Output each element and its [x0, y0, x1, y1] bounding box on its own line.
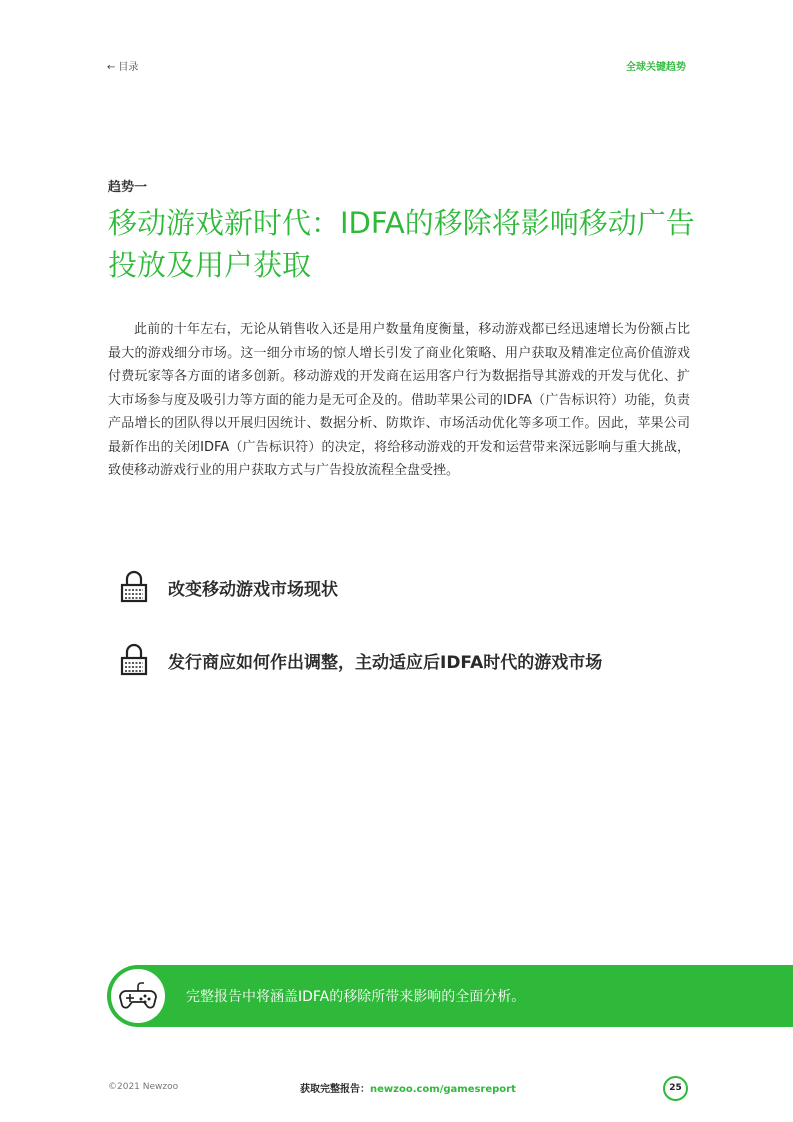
- bullet-label: 改变移动游戏市场现状: [168, 579, 338, 600]
- back-label: 目录: [118, 62, 139, 73]
- gamepad-icon: [111, 969, 165, 1023]
- bullet-label: 发行商应如何作出调整，主动适应后IDFA时代的游戏市场: [168, 652, 603, 673]
- back-arrow-icon: ←: [107, 62, 116, 73]
- report-link[interactable]: newzoo.com/gamesreport: [370, 1084, 516, 1095]
- padlock-icon: [116, 642, 152, 678]
- copyright: ©2021 Newzoo: [108, 1082, 179, 1092]
- trend-kicker: 趋势一: [108, 180, 148, 195]
- bullet-item: [116, 642, 602, 678]
- footer-cta-label: 获取完整报告：: [300, 1084, 370, 1095]
- body-paragraph: 此前的十年左右，无论从销售收入还是用户数量角度衡量，移动游戏都已经迅速增长为份额占比最大的游戏细分市场。这一细分市场的惊人增长引发了商业化策略、用户获取及精准定位高价值游戏付费玩家等各方面的诸多创新。移动游戏的开发商在运用客户行为数据指导其游戏的开发与优化、扩大市场参与度及吸引力等方面的能力是无可企及的。借助苹果公司的IDFA（广告标识符）功能，负责产品增长的团队得以开展归因统计、数据分析、防欺诈、市场活动优化等多项工作。因此，苹果公司最新作出的关闭IDFA（广告标识符）的决定，将给移动游戏的开发和运营带来深远影响与重大挑战，致使移动游戏行业的用户获取方式与广告投放流程全盘受挫。: [108, 322, 690, 478]
- page-number: 25: [663, 1076, 688, 1101]
- page-title: 移动游戏新时代：IDFA的移除将影响移动广告投放及用户获取: [108, 206, 695, 282]
- footer-cta: [300, 1080, 516, 1095]
- banner-icon-circle: [111, 969, 165, 1023]
- bullet-item: [116, 569, 338, 605]
- back-to-contents-link[interactable]: [107, 58, 138, 73]
- section-label: 全球关键趋势: [626, 62, 686, 73]
- banner-text: 完整报告中将涵盖IDFA的移除所带来影响的全面分析。: [186, 989, 526, 1005]
- padlock-icon: [116, 569, 152, 605]
